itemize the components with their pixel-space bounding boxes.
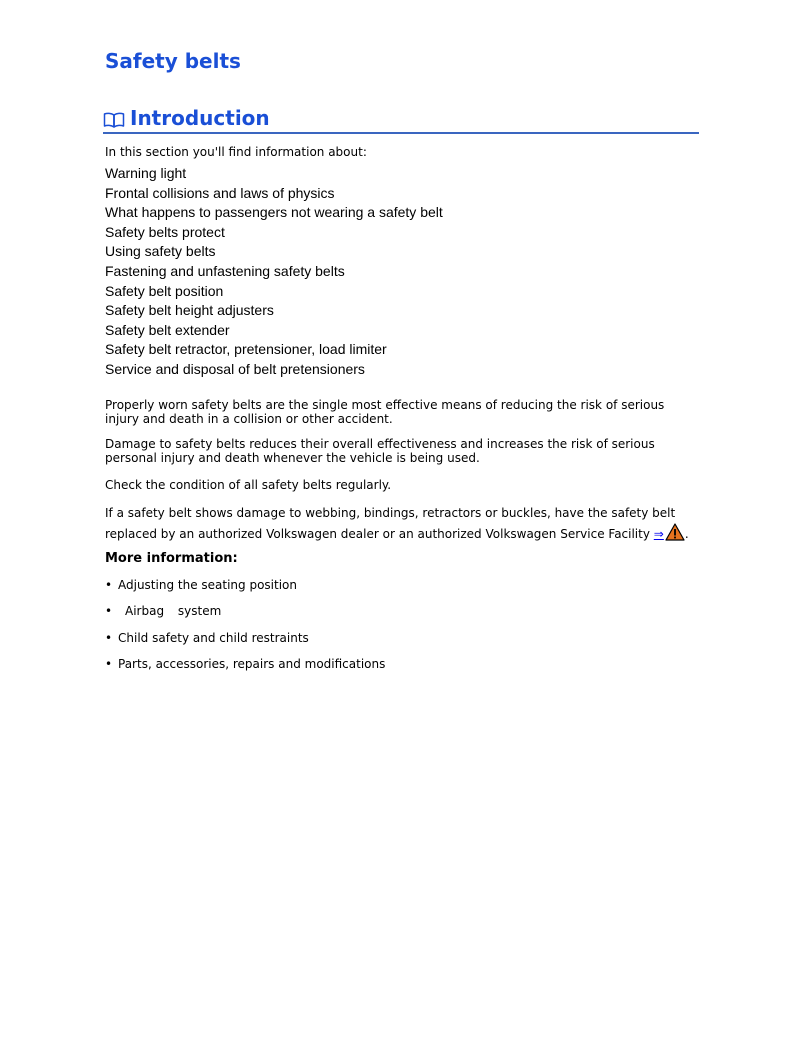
toc-link-fastening[interactable]: Fastening and unfastening safety belts [105,262,345,279]
paragraph-replace [105,503,699,544]
toc-item[interactable] [105,360,443,380]
toc-item[interactable] [105,164,443,184]
bullet: • [105,578,113,592]
book-icon [103,112,125,128]
toc-link-belts-protect[interactable]: Safety belts protect [105,223,225,240]
warning-arrow: ⇒ [653,527,664,541]
intro-text: In this section you'll find information about: [105,145,367,159]
toc-item[interactable] [105,301,443,321]
section-heading [103,105,699,134]
toc-link-retractor[interactable]: Safety belt retractor, pretensioner, load limiter [105,341,387,358]
more-info-item [105,603,385,629]
link-adjusting-seating[interactable]: Adjusting the seating position [118,578,297,592]
more-info-item [105,577,385,603]
toc-link-service-disposal[interactable]: Service and disposal of belt pretensioners [105,360,365,377]
toc-link-frontal-collisions[interactable]: Frontal collisions and laws of physics [105,184,335,201]
toc-link-height-adjusters[interactable]: Safety belt height adjusters [105,302,274,319]
toc-list [105,164,443,380]
toc-link-belt-extender[interactable]: Safety belt extender [105,321,230,338]
toc-link-using-belts[interactable]: Using safety belts [105,243,216,260]
toc-item[interactable] [105,184,443,204]
toc-item[interactable] [105,242,443,262]
paragraph-replace-text: If a safety belt shows damage to webbing, bindings, retractors or buckles, have the safety belt replaced by an authorized Volkswagen dealer or an authorized Volkswagen Service Facility [105,506,676,541]
toc-item[interactable] [105,223,443,243]
toc-item[interactable] [105,321,443,341]
paragraph-check-condition: Check the condition of all safety belts regularly. [105,478,392,492]
warning-link[interactable] [654,527,685,541]
link-parts-accessories[interactable]: Parts, accessories, repairs and modifications [118,656,386,671]
toc-item[interactable] [105,262,443,282]
bullet: • [105,604,113,619]
bullet: • [105,630,113,645]
bullet: • [105,656,113,671]
more-information-list [105,577,385,682]
link-child-safety[interactable]: Child safety and child restraints [118,630,309,645]
warning-triangle-icon[interactable] [665,523,685,541]
paragraph-effectiveness: Properly worn safety belts are the single most effective means of reducing the risk of serious injury and death in a collision or other accident. [105,398,665,426]
paragraph-replace-end: . [684,527,689,541]
toc-item[interactable] [105,203,443,223]
paragraph-damage: Damage to safety belts reduces their overall effectiveness and increases the risk of serious personal injury and death whenever the vehicle is being used. [105,437,655,465]
more-information-heading: More information: [105,551,238,566]
section-title: Introduction [130,106,270,130]
chapter-title: Safety belts [105,49,241,73]
toc-item[interactable] [105,282,443,302]
toc-item[interactable] [105,340,443,360]
toc-link-warning-light[interactable]: Warning light [105,165,187,181]
link-airbag-system[interactable]: Airbag system [125,604,222,619]
toc-link-belt-position[interactable]: Safety belt position [105,282,224,299]
more-info-item [105,630,385,656]
more-info-item [105,656,385,682]
toc-link-not-wearing-belt[interactable]: What happens to passengers not wearing a safety belt [105,204,443,221]
